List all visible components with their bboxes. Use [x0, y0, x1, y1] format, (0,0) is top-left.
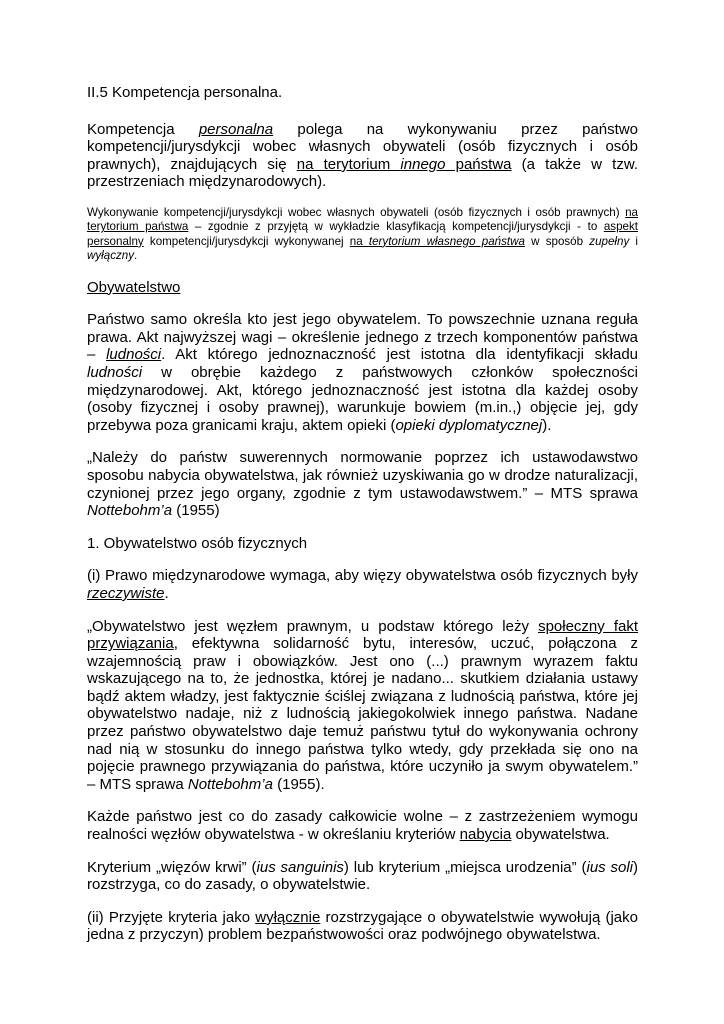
subheading: 1. Obywatelstwo osób fizycznych: [87, 534, 308, 552]
paragraph-freedom: Każde państwo jest co do zasady całkowicie wolne – z zastrzeżeniem wymogu realności węzłów obywatelstwa - w określaniu kryteriów nabycia obywatelstwa.: [87, 808, 638, 844]
paragraph-statelessness: (ii) Przyjęte kryteria jako wyłącznie rozstrzygające o obywatelstwie wywołują (jako jedna z przyczyn) problem bezpaństwowości oraz podwójnego obywatelstwa.: [87, 908, 638, 944]
note-paragraph: Wykonywanie kompetencji/jurysdykcji wobec własnych obywateli (osób fizycznych i osób prawnych) na terytorium państwa – zgodnie z przyjętą w wykładzie klasyfikacją kompetencji/jurysdykcji - to aspekt personalny kompetencji/jurysdykcji wykonywanej na terytorium własnego państwa w sposób zupełny i wyłączny.: [87, 205, 639, 263]
page-heading: II.5 Kompetencja personalna.: [87, 84, 283, 101]
paragraph-definition: Kompetencja personalna polega na wykonywaniu przez państwo kompetencji/jurysdykcji wobec własnych obywateli (osób fizycznych i osób prawnych), znajdujących się na terytorium innego państwa (a także w tzw. przestrzeniach międzynarodowych).: [87, 120, 638, 191]
paragraph-state-defines: Państwo samo określa kto jest jego obywatelem. To powszechnie uznana reguła prawa. Akt najwyższej wagi – określenie jednego z trzech komponentów państwa – ludności. Akt którego jednoznaczność jest istotna dla identyfikacji składu ludności w obrębie każdego z państwowych członków społeczności międzynarodowej. Akt, którego jednoznaczność jest istotna dla każdej osoby (osoby fizycznej i osoby prawnej), warunkuje bowiem (m.in.,) objęcie jej, gdy przebywa poza granicami kraju, aktem opieki (opieki dyplomatycznej).: [87, 311, 638, 434]
paragraph-criteria: Kryterium „więzów krwi” (ius sanguinis) lub kryterium „miejsca urodzenia” (ius soli) rozstrzyga, co do zasady, o obywatelstwie.: [87, 858, 639, 894]
quote-nottebohm-2: „Obywatelstwo jest węzłem prawnym, u podstaw którego leży społeczny fakt przywiązania, efektywna solidarność bytu, interesów, uczuć, połączona z wzajemnością praw i obowiązków. Jest ono (...) prawnym wyrazem faktu wskazującego na to, że jednostka, której je nadano... skutkiem działania ustawy bądź aktem władzy, jest faktycznie ściślej związana z ludnością państwa, które jej obywatelstwo nadaje, niż z ludnością jakiegokolwiek innego państwa. Nadane przez państwo obywatelstwo daje temuż państwu tytuł do wykonywania ochrony nad nią w stosunku do innego państwa tylko wtedy, gdy przekłada się ono na pojęcie prawnego przywiązania do państwa, które uczyniło ja swym obywatelem.” – MTS sprawa Nottebohm’a (1955).: [87, 617, 639, 793]
paragraph-requirement: (i) Prawo międzynarodowe wymaga, aby więzy obywatelstwa osób fizycznych były rzeczywiste.: [87, 567, 638, 602]
quote-nottebohm-1: „Należy do państw suwerennych normowanie poprzez ich ustawodawstwo sposobu nabycia obywatelstwa, jak również uzyskiwania go w drodze naturalizacji, czynionej przez jego organy, zgodnie z tym ustawodawstwem.” – MTS sprawa Nottebohm’a (1955): [87, 449, 638, 520]
document-page: [87, 84, 638, 944]
section-title: Obywatelstwo: [87, 278, 181, 296]
